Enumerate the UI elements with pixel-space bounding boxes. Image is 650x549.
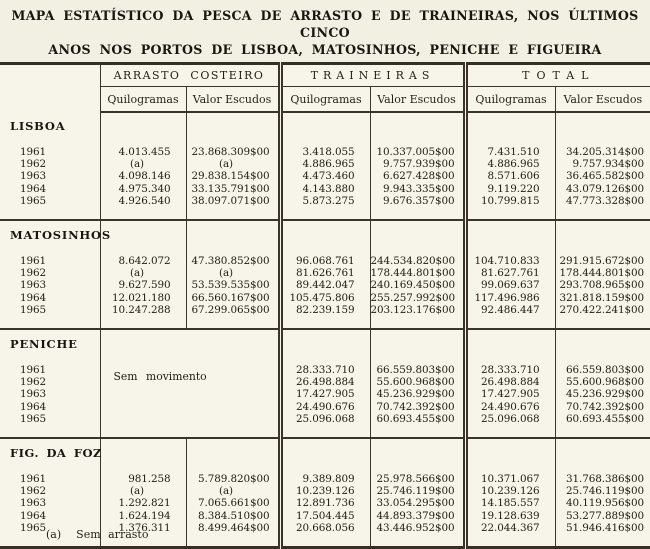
title-line-2: ANOS NOS PORTOS DE LISBOA, MATOSINHOS, PENICHE E FIGUEIRA [48,42,602,57]
value-cell: 66.559.803$00 [370,364,465,376]
kg-cell: 25.096.068 [465,413,555,425]
spacer-cell [370,207,465,220]
table-row [0,413,650,425]
kg-cell: 105.475.806 [280,292,370,304]
spacer-cell [370,316,465,329]
empty-cell [280,220,370,255]
table-row [0,364,650,376]
group-header-total: TOTAL [465,64,650,87]
empty-cell [370,329,465,364]
value-cell: 8.384.510$00 [186,510,280,522]
kg-cell: 10.239.126 [465,485,555,497]
kg-cell: 25.096.068 [280,413,370,425]
value-cell: 31.768.386$00 [566,473,645,486]
year-cell: 1961 [0,364,100,376]
kg-cell: 5.873.275 [280,195,370,207]
spacer-cell [0,207,100,220]
spacer-cell [100,316,186,329]
empty-cell [370,438,465,473]
footnote [46,528,148,541]
value-cell: 33.135.791$00 [186,183,280,195]
kg-cell: 9.389.809 [280,473,370,485]
kg-cell: 4.098.146 [100,170,186,182]
year-cell: 1964 [0,401,100,413]
year-cell: 1963 [0,279,100,291]
spacer-cell [280,316,370,329]
spacer-row [0,425,650,438]
value-cell: 53.539.535$00 [186,279,280,291]
table-row [0,158,650,170]
value-cell: 53.277.889$00 [566,509,645,522]
spacer-cell [555,425,650,438]
footnote-marker-cell: (a) [186,485,280,497]
kg-cell: 8.642.072 [100,255,186,267]
section-name: PENICHE [0,329,100,364]
spacer-cell [465,316,555,329]
year-cell: 1962 [0,376,100,388]
empty-cell [186,112,280,146]
value-cell: 178.444.801$00 [370,267,465,279]
no-movement-note: Sem movimento [100,329,280,438]
section-name: FIG. DA FOZ [0,438,100,473]
value-cell: 40.119.956$00 [566,497,645,510]
spacer-row [0,316,650,329]
kg-cell: 117.496.986 [465,292,555,304]
spacer-cell [555,207,650,220]
value-cell: 70.742.392$00 [370,401,465,413]
year-cell: 1962 [0,267,100,279]
statistics-table [0,62,650,549]
spacer-cell [465,425,555,438]
kg-cell: 17.427.905 [280,388,370,400]
year-cell: 1964 [0,510,100,522]
empty-cell [555,329,650,364]
table-row [0,510,650,522]
year-cell: 1965 [0,413,100,425]
kg-cell: 4.473.460 [280,170,370,182]
kg-cell: 12.891.736 [280,497,370,509]
empty-cell [465,220,555,255]
year-cell: 1964 [0,183,100,195]
table-row [0,292,650,304]
year-cell: 1965 [0,195,100,207]
spacer-cell [186,534,280,548]
column-header-valor-escudos: Valor Escudos [555,87,650,113]
section-label-row [0,220,650,255]
value-cell: 7.065.661$00 [186,497,280,509]
kg-cell: 10.247.288 [100,304,186,316]
table-row [0,388,650,400]
empty-cell [280,329,370,364]
kg-cell: 1.376.311 [100,522,186,534]
year-cell: 1963 [0,388,100,400]
kg-cell: 4.975.340 [100,183,186,195]
table-header [0,64,650,113]
section-label-row [0,329,650,364]
year-cell: 1962 [0,485,100,497]
table-row [0,304,650,316]
empty-cell [555,112,650,146]
kg-cell: 22.044.367 [465,522,555,534]
kg-cell: 92.486.447 [465,304,555,316]
value-cell: 244.534.820$00 [370,255,465,267]
value-cell: 43.446.952$00 [370,522,465,534]
section-label-row [0,438,650,473]
footnote-marker-cell: (a) [100,485,186,497]
kg-cell: 26.498.884 [280,376,370,388]
value-cell: 55.600.968$00 [370,376,465,388]
year-cell: 1961 [0,146,100,158]
kg-cell: 7.431.510 [465,146,555,158]
kg-cell: 96.068.761 [280,255,370,267]
value-cell: 47.773.328$00 [566,194,645,207]
kg-cell: 14.185.557 [465,497,555,509]
spacer-cell [465,207,555,220]
spacer-cell [555,316,650,329]
table-row [0,195,650,207]
value-cell: 47.380.852$00 [186,255,280,267]
section-matosinhos [0,220,650,329]
group-header-traineiras: TRAINEIRAS [280,64,465,87]
value-cell: 10.337.005$00 [370,146,465,158]
group-header-arrasto-costeiro: ARRASTO COSTEIRO [100,64,280,87]
value-cell: 5.789.820$00 [186,473,280,485]
kg-cell: 82.239.159 [280,304,370,316]
value-cell: 293.708.965$00 [559,279,645,292]
value-cell: 6.627.428$00 [370,170,465,182]
kg-cell: 4.143.880 [280,183,370,195]
spacer-cell [186,316,280,329]
value-cell: 43.079.126$00 [566,182,645,195]
column-header-quilogramas: Quilogramas [280,87,370,113]
value-cell: 8.499.464$00 [186,522,280,534]
kg-cell: 24.490.676 [280,401,370,413]
table-row [0,170,650,182]
spacer-cell [280,534,370,548]
value-cell: 25.746.119$00 [370,485,465,497]
kg-cell: 17.427.905 [465,388,555,400]
column-header-valor-escudos: Valor Escudos [186,87,280,113]
empty-cell [370,112,465,146]
year-cell: 1963 [0,170,100,182]
value-cell: 255.257.992$00 [370,292,465,304]
table-row [0,497,650,509]
empty-cell [555,438,650,473]
empty-cell [465,438,555,473]
kg-cell: 1.624.194 [100,510,186,522]
value-cell: 9.676.357$00 [370,195,465,207]
table-row [0,485,650,497]
year-cell: 1965 [0,522,100,534]
value-cell: 9.757.934$00 [572,158,645,171]
year-cell: 1961 [0,255,100,267]
value-cell: 240.169.450$00 [370,279,465,291]
value-cell: 70.742.392$00 [566,400,645,413]
kg-cell: 4.926.540 [100,195,186,207]
kg-cell: 89.442.047 [280,279,370,291]
value-cell: 55.600.968$00 [566,376,645,389]
group-header-row [0,64,650,87]
stub-cell [0,64,100,113]
table-row [0,183,650,195]
value-cell: 203.123.176$00 [370,304,465,316]
table-row [0,279,650,291]
kg-cell: 4.013.455 [100,146,186,158]
year-cell: 1965 [0,304,100,316]
value-cell: 51.946.416$00 [566,521,645,534]
empty-cell [100,438,186,473]
empty-cell [555,220,650,255]
value-cell: 270.422.241$00 [559,303,645,316]
value-cell: 38.097.071$00 [186,195,280,207]
value-cell: 321.818.159$00 [559,291,645,304]
section-peniche [0,329,650,438]
footnote-marker-cell: (a) [100,158,186,170]
kg-cell: 8.571.606 [465,170,555,182]
kg-cell: 99.069.637 [465,279,555,291]
empty-cell [465,329,555,364]
footnote-marker-cell: (a) [100,267,186,279]
value-cell: 34.205.314$00 [566,146,645,158]
kg-cell: 981.258 [100,473,186,485]
kg-cell: 28.333.710 [465,364,555,376]
year-cell: 1962 [0,158,100,170]
table-row [0,146,650,158]
spacer-cell [0,316,100,329]
table-row [0,401,650,413]
value-cell: 9.757.939$00 [370,158,465,170]
value-cell: 60.693.455$00 [566,412,645,425]
value-cell: 60.693.455$00 [370,413,465,425]
kg-cell: 17.504.445 [280,510,370,522]
kg-cell: 26.498.884 [465,376,555,388]
empty-cell [280,438,370,473]
empty-cell [280,112,370,146]
spacer-cell [280,207,370,220]
value-cell: 25.746.119$00 [566,485,645,498]
kg-cell: 10.799.815 [465,195,555,207]
table-row [0,255,650,267]
section-name: MATOSINHOS [0,220,100,255]
spacer-row [0,207,650,220]
document-title [0,0,650,58]
empty-cell [100,112,186,146]
spacer-cell [186,207,280,220]
table-row [0,473,650,485]
kg-cell: 1.292.821 [100,497,186,509]
table-row [0,267,650,279]
value-cell: 33.054.295$00 [370,497,465,509]
table-row [0,376,650,388]
spacer-cell [280,425,370,438]
kg-cell: 9.627.590 [100,279,186,291]
empty-cell [186,438,280,473]
empty-cell [186,220,280,255]
value-cell: 178.444.801$00 [559,267,645,280]
kg-cell: 3.418.055 [280,146,370,158]
footnote-marker-cell: (a) [186,267,280,279]
kg-cell: 9.119.220 [465,183,555,195]
section-lisboa [0,112,650,220]
empty-cell [465,112,555,146]
section-name: LISBOA [0,112,100,146]
column-header-quilogramas: Quilogramas [100,87,186,113]
value-cell: 36.465.582$00 [566,170,645,183]
kg-cell: 10.371.067 [465,473,555,485]
value-cell: 44.893.379$00 [370,510,465,522]
spacer-cell [100,207,186,220]
year-cell: 1961 [0,473,100,485]
year-cell: 1963 [0,497,100,509]
value-cell: 66.559.803$00 [566,364,645,377]
kg-cell: 28.333.710 [280,364,370,376]
spacer-cell [370,534,465,548]
footnote-marker: (a) [46,528,62,541]
value-cell: 66.560.167$00 [186,292,280,304]
column-header-valor-escudos: Valor Escudos [370,87,465,113]
kg-cell: 10.239.126 [280,485,370,497]
kg-cell: 12.021.180 [100,292,186,304]
kg-cell: 104.710.833 [465,255,555,267]
value-cell: 45.236.929$00 [370,388,465,400]
value-cell: 9.943.335$00 [370,183,465,195]
section-label-row [0,112,650,146]
value-cell: 29.838.154$00 [186,170,280,182]
year-cell: 1964 [0,292,100,304]
value-cell: 45.236.929$00 [566,388,645,401]
empty-cell [370,220,465,255]
kg-cell: 19.128.639 [465,510,555,522]
value-cell: 25.978.566$00 [370,473,465,485]
title-line-1: MAPA ESTATÍSTICO DA PESCA DE ARRASTO E DE TRAINEIRAS, NOS ÚLTIMOS CINCO [11,8,639,40]
spacer-cell [555,534,650,548]
kg-cell: 24.490.676 [465,401,555,413]
kg-cell: 4.886.965 [465,158,555,170]
value-cell: 23.868.309$00 [186,146,280,158]
empty-cell [100,220,186,255]
kg-cell: 4.886.965 [280,158,370,170]
footnote-text: Sem arrasto [76,528,149,541]
footnote-marker-cell: (a) [186,158,280,170]
value-cell: 291.915.672$00 [559,255,645,268]
column-header-quilogramas: Quilogramas [465,87,555,113]
kg-cell: 81.627.761 [465,267,555,279]
kg-cell: 81.626.761 [280,267,370,279]
value-cell: 67.299.065$00 [186,304,280,316]
spacer-cell [465,534,555,548]
kg-cell: 20.668.056 [280,522,370,534]
spacer-cell [370,425,465,438]
spacer-cell [0,425,100,438]
